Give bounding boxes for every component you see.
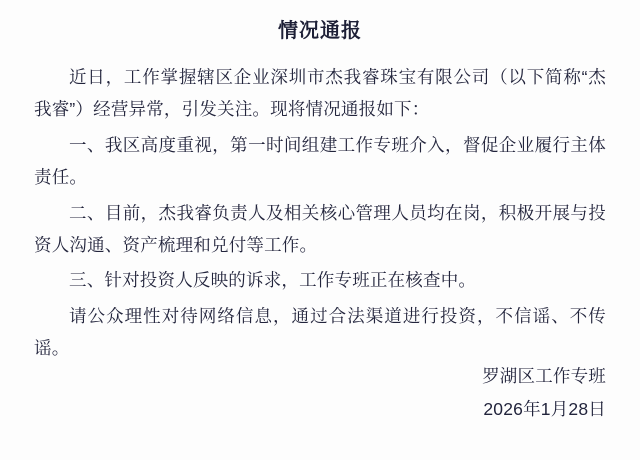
signature-date: 2026年1月28日 <box>483 398 606 419</box>
document-body <box>34 61 606 364</box>
paragraph-item-1: 一、我区高度重视，第一时间组建工作专班介入，督促企业履行主体责任。 <box>34 134 606 188</box>
paragraph-item-2: 二、目前，杰我睿负责人及相关核心管理人员均在岗，积极开展与投资人沟通、资产梳理和兑付等工作。 <box>34 202 606 255</box>
signature-block <box>482 360 606 427</box>
paragraph-closing: 请公众理性对待网络信息，通过合法渠道进行投资，不信谣、不传谣。 <box>34 305 606 358</box>
page-title: 情况通报 <box>278 20 362 42</box>
signature-issuer: 罗湖区工作专班 <box>482 365 606 386</box>
paragraph-item-3: 三、针对投资人反映的诉求，工作专班正在核查中。 <box>69 270 477 291</box>
paragraph-intro: 近日，工作掌握辖区企业深圳市杰我睿珠宝有限公司（以下简称“杰我睿”）经营异常，引发关注。现将情况通报如下： <box>34 67 606 120</box>
